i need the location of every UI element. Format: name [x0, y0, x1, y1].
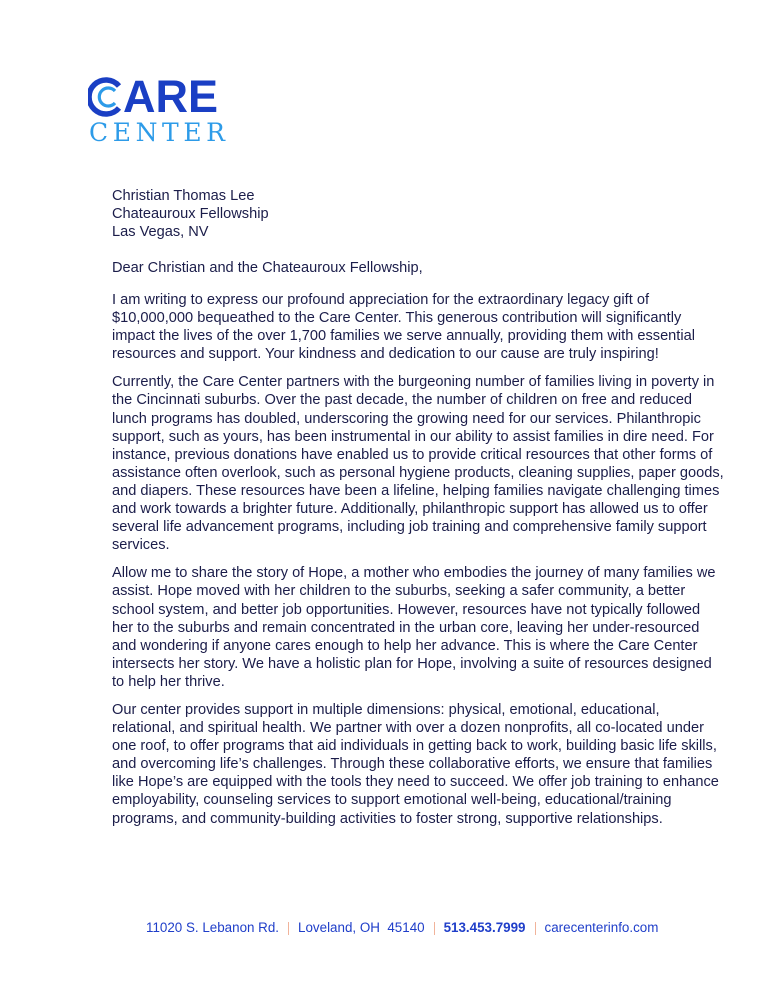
recipient-organization: Chateauroux Fellowship — [112, 206, 269, 222]
paragraph-line: Currently, the Care Center partners with the burgeoning number of families living in poverty in — [112, 374, 715, 391]
recipient-address — [112, 187, 269, 241]
paragraph-hope-story — [112, 564, 716, 691]
paragraph-line: employability, counseling services to support emotional well-being, educational/training — [112, 792, 672, 809]
footer-separator — [434, 922, 435, 935]
paragraph-support-dimensions — [112, 701, 719, 828]
recipient-location: Las Vegas, NV — [112, 224, 209, 240]
paragraph-line: assistance often overlook, such as personal hygiene products, cleaning supplies, paper goods, — [112, 464, 724, 481]
paragraph-line: resources and support. Your kindness and dedication to our cause are truly inspiring! — [112, 346, 659, 363]
footer-street: 11020 S. Lebanon Rd. — [146, 920, 280, 935]
paragraph-line: and overcoming life’s challenges. Through these collaborative efforts, we ensure that families — [112, 756, 713, 773]
double-c-ring-icon — [88, 77, 124, 117]
paragraph-line: programs, and community-building activities to foster strong, supportive relationships. — [112, 810, 663, 827]
paragraph-line: impact the lives of the over 1,700 families we serve annually, providing them with essential — [112, 328, 695, 345]
paragraph-line: and work towards a brighter future. Additionally, philanthropic support has allowed us to offer — [112, 501, 708, 518]
paragraph-line: instance, previous donations have enabled us to provide critical resources that other forms of — [112, 446, 713, 463]
logo-care-wordmark — [88, 71, 219, 122]
paragraph-line: several life advancement programs, including job training and comprehensive family support — [112, 519, 707, 536]
paragraph-line: relational, and spiritual health. We partner with over a dozen nonprofits, all co-located under — [112, 720, 704, 737]
letter-body — [112, 291, 724, 838]
paragraph-line: and wondering if anyone cares enough to help her advance. This is where the Care Center — [112, 637, 698, 654]
paragraph-line: and diapers. These resources have been a lifeline, helping families navigate challenging times — [112, 482, 720, 499]
paragraph-line: like Hope’s are equipped with the tools they need to succeed. We offer job training to enhance — [112, 774, 719, 791]
logo-care-text: ARE — [123, 71, 219, 122]
letterhead-footer — [146, 919, 658, 937]
paragraph-line: intersects her story. We have a holistic plan for Hope, involving a suite of resources designed — [112, 655, 712, 672]
paragraph-line: $10,000,000 bequeathed to the Care Center. This generous contribution will significantly — [112, 310, 682, 327]
logo-center-text: CENTER — [89, 118, 230, 147]
footer-website: carecenterinfo.com — [544, 920, 659, 935]
paragraph-line: Our center provides support in multiple dimensions: physical, emotional, educational, — [112, 701, 660, 718]
paragraph-line: I am writing to express our profound appreciation for the extraordinary legacy gift of — [112, 292, 650, 308]
paragraph-line: the Cincinnati suburbs. Over the past decade, the number of children on free and reduced — [112, 392, 693, 409]
paragraph-line: assist. Hope moved with her children to the suburbs, seeking a safer community, a better — [112, 583, 686, 600]
paragraph-line: her to the suburbs and remain concentrated in the urban core, leaving her under-resourced — [112, 619, 700, 636]
footer-phone: 513.453.7999 — [443, 920, 526, 935]
paragraph-line: lunch programs has doubled, underscoring the growing need for our services. Philanthropic — [112, 410, 701, 427]
footer-separator — [288, 922, 289, 935]
paragraph-line: services. — [112, 537, 170, 554]
paragraph-line: to help her thrive. — [112, 673, 225, 690]
paragraph-current-need — [112, 373, 724, 554]
footer-separator — [535, 922, 536, 935]
paragraph-line: one roof, to offer programs that aid individuals in getting back to work, building basic life skills, — [112, 738, 717, 755]
recipient-name: Christian Thomas Lee — [112, 188, 255, 204]
paragraph-gratitude — [112, 291, 695, 363]
care-center-logo — [88, 71, 248, 156]
paragraph-line: support, such as yours, has been instrumental in our ability to assist families in dire need. For — [112, 428, 714, 445]
salutation: Dear Christian and the Chateauroux Fellowship, — [112, 260, 423, 276]
paragraph-line: school system, and better job opportunities. However, resources have not typically followed — [112, 601, 701, 618]
paragraph-line: Allow me to share the story of Hope, a mother who embodies the journey of many families we — [112, 565, 716, 582]
footer-city-state-zip: Loveland, OH 45140 — [298, 920, 425, 935]
